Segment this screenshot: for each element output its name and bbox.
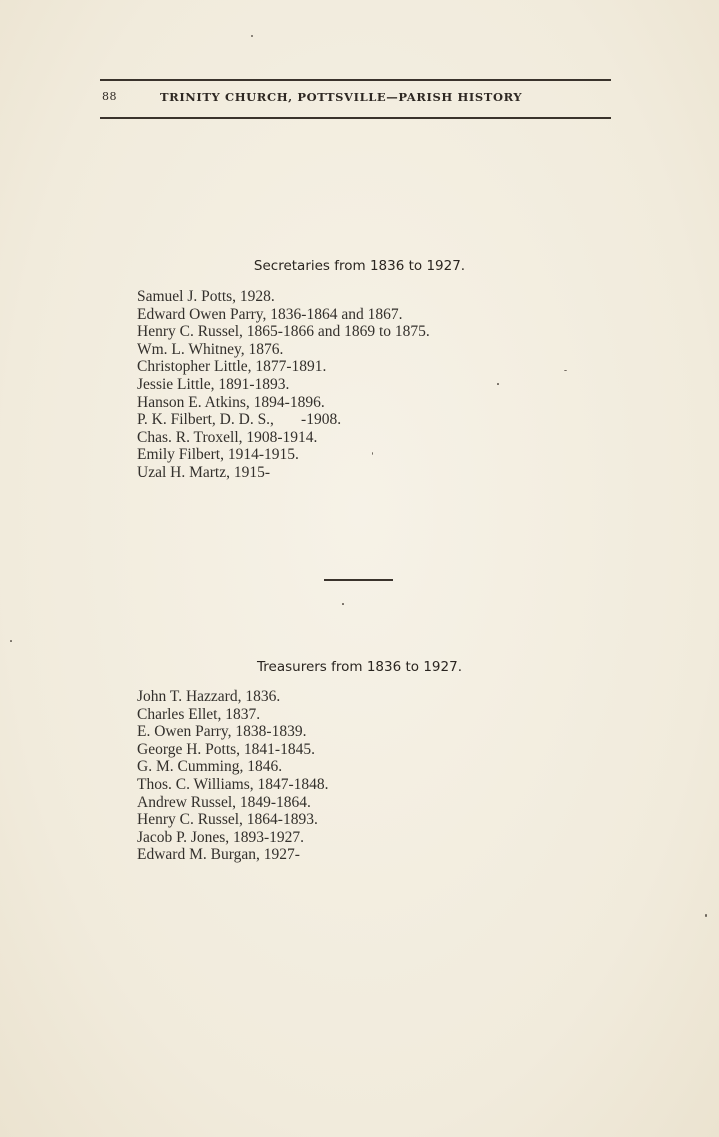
list-item: Edward M. Burgan, 1927- [137, 846, 300, 864]
header-top-rule [100, 79, 611, 81]
list-item: Jacob P. Jones, 1893-1927. [137, 828, 305, 846]
list-item: E. Owen Parry, 1838-1839. [137, 723, 307, 741]
list-item: Andrew Russel, 1849-1864. [137, 793, 311, 811]
paper-speck [342, 603, 344, 605]
list-item: Samuel J. Potts, 1928. [137, 288, 275, 305]
list-item: Edward Owen Parry, 1836-1864 and 1867. [137, 305, 403, 323]
page-number: 88 [102, 90, 117, 103]
list-item: Henry C. Russel, 1864-1893. [137, 811, 318, 829]
list-item: Charles Ellet, 1837. [137, 705, 261, 723]
paper-speck [10, 640, 12, 642]
list-item: Wm. L. Whitney, 1876. [137, 340, 284, 358]
paper-speck [372, 452, 373, 455]
secretaries-list [137, 288, 430, 482]
treasurers-list [137, 688, 329, 864]
header-bottom-rule [100, 117, 611, 119]
running-head: TRINITY CHURCH, POTTSVILLE—PARISH HISTORY [160, 90, 523, 104]
list-item: Thos. C. Williams, 1847-1848. [137, 775, 329, 793]
section-separator-rule [324, 579, 393, 581]
list-item: Hanson E. Atkins, 1894-1896. [137, 393, 325, 411]
paper-speck [564, 370, 567, 371]
list-item: Henry C. Russel, 1865-1866 and 1869 to 1875. [137, 323, 430, 341]
paper-speck [251, 35, 253, 37]
list-item: John T. Hazzard, 1836. [137, 688, 281, 705]
list-item: Chas. R. Troxell, 1908-1914. [137, 428, 318, 446]
list-item: Jessie Little, 1891-1893. [137, 375, 290, 393]
treasurers-heading: Treasurers from 1836 to 1927. [257, 659, 462, 675]
paper-speck [497, 383, 499, 385]
list-item: G. M. Cumming, 1846. [137, 758, 283, 776]
list-item: Uzal H. Martz, 1915- [137, 463, 270, 481]
list-item: George H. Potts, 1841-1845. [137, 740, 315, 758]
list-item: Emily Filbert, 1914-1915. [137, 446, 299, 464]
secretaries-heading: Secretaries from 1836 to 1927. [253, 258, 466, 274]
list-item: P. K. Filbert, D. D. S., -1908. [137, 411, 342, 429]
list-item: Christopher Little, 1877-1891. [137, 358, 327, 376]
paper-speck [705, 914, 707, 917]
